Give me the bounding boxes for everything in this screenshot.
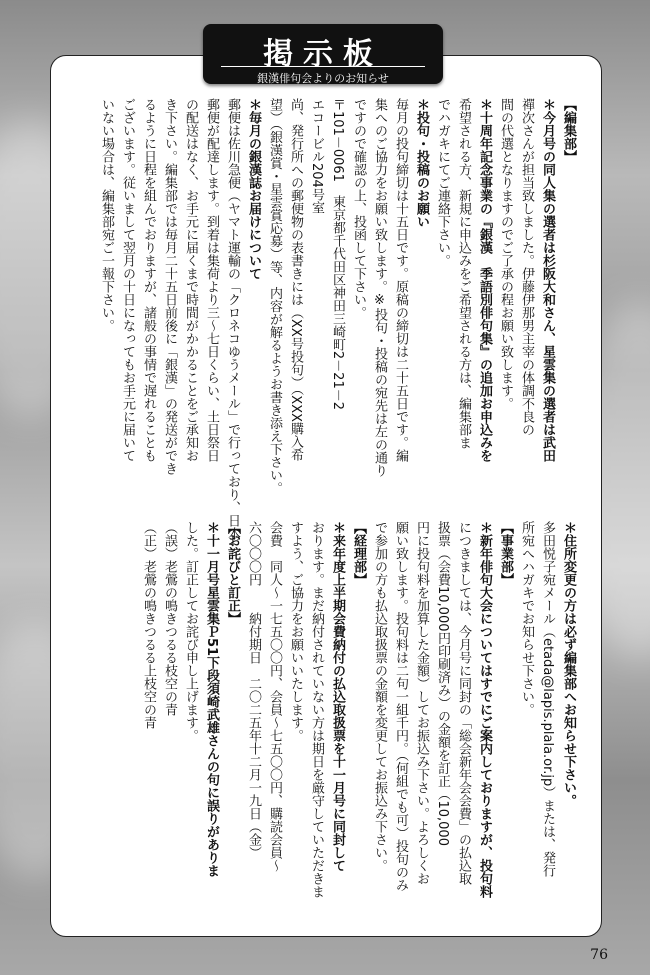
notice-line: で参加の方も払込取扱票の金額を変更してお振込み下さい。 — [372, 521, 387, 872]
notice-line: き下さい。編集部では毎月二十五日前後に「銀漢」の発送ができ — [162, 98, 177, 475]
notice-line: ですので確認の上、投函して下さい。 — [351, 98, 366, 319]
notice-line: ＊十一月号星雲集Ｐ51下段須崎武雄さんの句に誤りがありま — [204, 521, 219, 878]
notice-line: ＊来年度上半期会費納付の払込取扱票を十一月号に同封して — [330, 521, 345, 872]
notice-line: 禪次さんが担当致しました。伊藤伊那男主宰の体調不良の — [519, 98, 534, 436]
notice-line: ＊住所変更の方は必ず編集部へお知らせ下さい。 — [561, 521, 576, 807]
notice-line: ＊投句・投稿のお願い — [414, 98, 429, 228]
notice-line: ＊新年俳句大会についてはすでにご案内しておりますが、投句料 — [477, 521, 492, 898]
notice-line: 郵便は佐川急便（ヤマト運輸の「クロネコゆうメール」で行っており、日本 — [225, 98, 240, 540]
notice-line: 扱票（会費10,000円印刷済み）の金額を訂正（10,000 — [435, 521, 450, 846]
notice-line: いない場合は、編集部宛ご一報下さい。 — [99, 98, 114, 332]
header-banner — [203, 24, 443, 84]
notice-line: につきましては、今月号に同封の「総会新年会会費」の払込取 — [456, 521, 471, 885]
notice-panel — [50, 55, 602, 937]
notice-line: 毎月の投句締切は十五日です。原稿の締切は二十五日です。編 — [393, 98, 408, 462]
notice-line: 尚、発行所への郵便物の表書きには（XX号投句）（XXX購入希 — [288, 98, 303, 462]
notice-line: ＊十周年記念事業の『銀漢 季語別俳句集』の追加お申込みを — [477, 98, 492, 462]
bottom-notices — [138, 521, 579, 921]
notice-line: ＊毎月の銀漢誌お届けについて — [246, 98, 261, 280]
notice-line: 【事業部】 — [498, 521, 513, 586]
notice-line: 所宛へハガキでお知らせ下さい。 — [519, 521, 534, 716]
page-number: 76 — [590, 947, 608, 963]
notice-line: 希望される方、新規に申込みをご希望される方は、編集部ま — [456, 98, 471, 449]
notice-line: 六〇〇〇円 納付期日 二〇二五年十二月一九日（金） — [246, 521, 261, 859]
top-notices — [96, 98, 579, 540]
notice-line: でハガキにてご連絡下さい。 — [435, 98, 450, 267]
notice-line: エコービル204号室 — [309, 98, 324, 214]
notice-line: るように日程を組んでおりますが、諸般の事情で遅れることも — [141, 98, 156, 462]
notice-line: すよう、ご協力をお願いいたします。 — [288, 521, 303, 742]
notice-line: 間の代選となりますのでご了承の程お願い致します。 — [498, 98, 513, 410]
notice-line: 【経理部】 — [351, 521, 366, 586]
notice-line: 集へのご協力をお願い致します。※投句・投稿の宛先は左の通り — [372, 98, 387, 477]
banner-divider — [221, 66, 425, 67]
notice-line: おります。まだ納付されていない方は期日を厳守していただきま — [309, 521, 324, 898]
notice-line: 【お詫びと訂正】 — [225, 521, 240, 625]
notice-line: 円に投句料を加算した金額）してお振込み下さい。よろしくお — [414, 521, 429, 885]
notice-line: 望）（銀漢賞・星雲賞応募）等、内容が解るようお書き添え下さい。 — [267, 98, 282, 495]
page-title: 掲示板 — [263, 37, 383, 72]
notice-line: 〒101－0061 東京都千代田区神田三崎町2－21－2 — [330, 98, 345, 410]
notice-line: 郵便が配達します。到着は集荷より三～七日くらい、土日祭日 — [204, 98, 219, 462]
notice-line: （誤）老鶯の鳴きつるる枝空の青 — [162, 521, 177, 716]
notice-line: の配送はなく、お手元に届くまで時間がかかることをご承知お — [183, 98, 198, 462]
notice-line: ございます。従いまして翌月の十日になってもお手元に届いて — [120, 98, 135, 462]
notice-line: した。訂正してお詫び申し上げます。 — [183, 521, 198, 742]
notice-line: 願い致します。投句料は二句一組千円。（何組でも可）投句のみ — [393, 521, 408, 892]
section-heading: 【編集部】 — [561, 98, 576, 163]
notice-line: 会費 同人～一七五〇〇円、会員～七五〇〇円、購読会員～ — [267, 521, 282, 872]
notice-line: 多田悦子宛メール（etada@lapis.plala.or.jp）または、発行 — [540, 521, 555, 878]
page-subtitle: 銀漢俳句会よりのお知らせ — [257, 72, 389, 85]
notice-line: ＊今月号の同人集の選者は杉阪大和さん、星雲集の選者は武田 — [540, 98, 555, 462]
notice-line: （正）老鶯の鳴きつるる上枝空の青 — [141, 521, 156, 729]
